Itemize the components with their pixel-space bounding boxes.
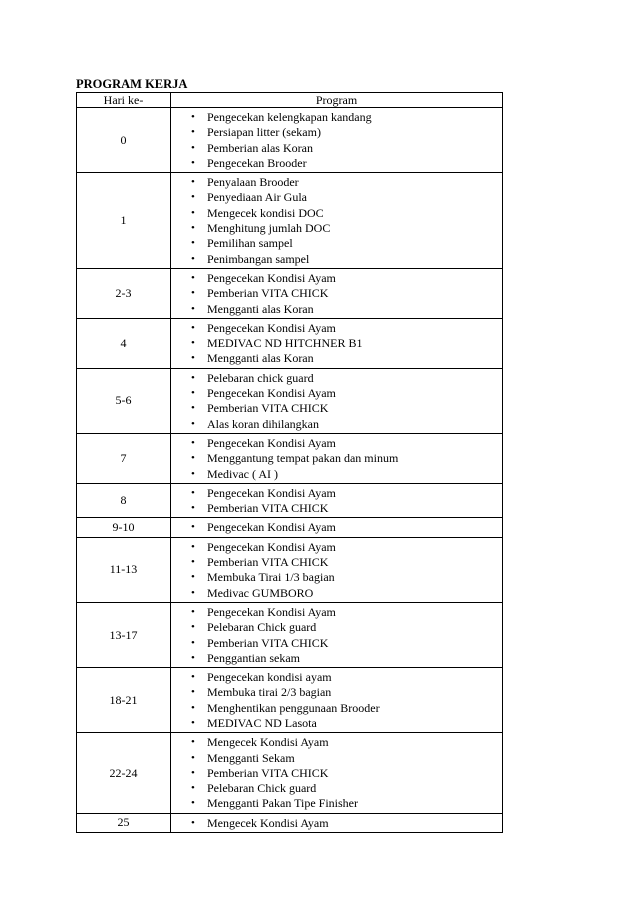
- table-row: [77, 483, 503, 518]
- program-item: • Pelebaran Chick guard: [171, 620, 502, 635]
- program-item: • Penyalaan Brooder: [171, 175, 502, 190]
- program-item: • Pengecekan Kondisi Ayam: [171, 386, 502, 401]
- program-item: • Pengecekan Brooder: [171, 156, 502, 171]
- table-header-row: [77, 93, 503, 108]
- program-item: • Penimbangan sampel: [171, 252, 502, 267]
- program-list: [171, 520, 502, 535]
- program-list: [171, 540, 502, 601]
- program-list: [171, 670, 502, 731]
- program-item: • Menghentikan penggunaan Brooder: [171, 701, 502, 716]
- program-cell: [171, 108, 503, 173]
- program-item: • Pelebaran chick guard: [171, 371, 502, 386]
- program-item: • Pengecekan Kondisi Ayam: [171, 436, 502, 451]
- program-list: [171, 271, 502, 317]
- header-program: Program: [171, 93, 503, 108]
- program-item: • Pelebaran Chick guard: [171, 781, 502, 796]
- program-item: • Menggantung tempat pakan dan minum: [171, 451, 502, 466]
- header-day: Hari ke-: [77, 93, 171, 108]
- program-list: [171, 175, 502, 267]
- program-list: [171, 321, 502, 367]
- program-item: • Mengganti alas Koran: [171, 351, 502, 366]
- day-cell: 22-24: [77, 733, 171, 813]
- program-item: • Pengecekan Kondisi Ayam: [171, 605, 502, 620]
- table-row: [77, 268, 503, 318]
- program-item: • Membuka tirai 2/3 bagian: [171, 685, 502, 700]
- program-item: • Pemberian VITA CHICK: [171, 555, 502, 570]
- program-item: • Pengecekan kondisi ayam: [171, 670, 502, 685]
- program-list: [171, 605, 502, 666]
- program-item: • Mengecek kondisi DOC: [171, 206, 502, 221]
- program-cell: [171, 518, 503, 537]
- day-cell: 9-10: [77, 518, 171, 537]
- program-item: • Mengecek Kondisi Ayam: [171, 816, 502, 831]
- table-row: [77, 518, 503, 537]
- table-row: [77, 433, 503, 483]
- day-cell: 1: [77, 173, 171, 269]
- program-list: [171, 436, 502, 482]
- program-item: • MEDIVAC ND HITCHNER B1: [171, 336, 502, 351]
- program-cell: [171, 668, 503, 733]
- program-item: • Pengecekan Kondisi Ayam: [171, 321, 502, 336]
- program-item: • Alas koran dihilangkan: [171, 417, 502, 432]
- program-item: • Pengecekan Kondisi Ayam: [171, 271, 502, 286]
- table-row: [77, 813, 503, 832]
- day-cell: 25: [77, 813, 171, 832]
- program-item: • Pemberian VITA CHICK: [171, 501, 502, 516]
- day-cell: 13-17: [77, 602, 171, 667]
- program-item: • Pengecekan Kondisi Ayam: [171, 540, 502, 555]
- table-row: [77, 537, 503, 602]
- table-row: [77, 368, 503, 433]
- program-item: • Pengecekan Kondisi Ayam: [171, 520, 502, 535]
- day-cell: 0: [77, 108, 171, 173]
- program-item: • Pemberian VITA CHICK: [171, 766, 502, 781]
- day-cell: 7: [77, 433, 171, 483]
- program-cell: [171, 602, 503, 667]
- day-cell: 5-6: [77, 368, 171, 433]
- table-row: [77, 733, 503, 813]
- table-row: [77, 108, 503, 173]
- program-cell: [171, 173, 503, 269]
- table-body: [77, 108, 503, 833]
- program-item: • Pemberian VITA CHICK: [171, 286, 502, 301]
- program-item: • Pemilihan sampel: [171, 236, 502, 251]
- program-item: • Pemberian alas Koran: [171, 141, 502, 156]
- document-page: [76, 77, 502, 833]
- program-item: • Mengganti Pakan Tipe Finisher: [171, 796, 502, 811]
- table-row: [77, 602, 503, 667]
- day-cell: 2-3: [77, 268, 171, 318]
- program-list: [171, 110, 502, 171]
- program-item: • MEDIVAC ND Lasota: [171, 716, 502, 731]
- program-item: • Pengecekan kelengkapan kandang: [171, 110, 502, 125]
- program-item: • Menghitung jumlah DOC: [171, 221, 502, 236]
- program-cell: [171, 537, 503, 602]
- table-row: [77, 318, 503, 368]
- table-row: [77, 173, 503, 269]
- program-item: • Pemberian VITA CHICK: [171, 401, 502, 416]
- program-cell: [171, 318, 503, 368]
- program-item: • Medivac GUMBORO: [171, 586, 502, 601]
- program-item: • Penggantian sekam: [171, 651, 502, 666]
- program-cell: [171, 733, 503, 813]
- day-cell: 8: [77, 483, 171, 518]
- program-item: • Membuka Tirai 1/3 bagian: [171, 570, 502, 585]
- program-item: • Mengganti alas Koran: [171, 302, 502, 317]
- program-item: • Persiapan litter (sekam): [171, 125, 502, 140]
- document-title: PROGRAM KERJA: [76, 77, 188, 91]
- program-cell: [171, 268, 503, 318]
- table-row: [77, 668, 503, 733]
- program-cell: [171, 813, 503, 832]
- program-list: [171, 816, 502, 831]
- program-list: [171, 486, 502, 517]
- day-cell: 11-13: [77, 537, 171, 602]
- program-cell: [171, 483, 503, 518]
- day-cell: 4: [77, 318, 171, 368]
- program-cell: [171, 433, 503, 483]
- program-item: • Pengecekan Kondisi Ayam: [171, 486, 502, 501]
- program-item: • Mengecek Kondisi Ayam: [171, 735, 502, 750]
- program-item: • Penyediaan Air Gula: [171, 190, 502, 205]
- day-cell: 18-21: [77, 668, 171, 733]
- program-list: [171, 371, 502, 432]
- program-table: [76, 92, 503, 833]
- program-cell: [171, 368, 503, 433]
- program-item: • Pemberian VITA CHICK: [171, 636, 502, 651]
- program-list: [171, 735, 502, 811]
- program-item: • Medivac ( AI ): [171, 467, 502, 482]
- program-item: • Mengganti Sekam: [171, 751, 502, 766]
